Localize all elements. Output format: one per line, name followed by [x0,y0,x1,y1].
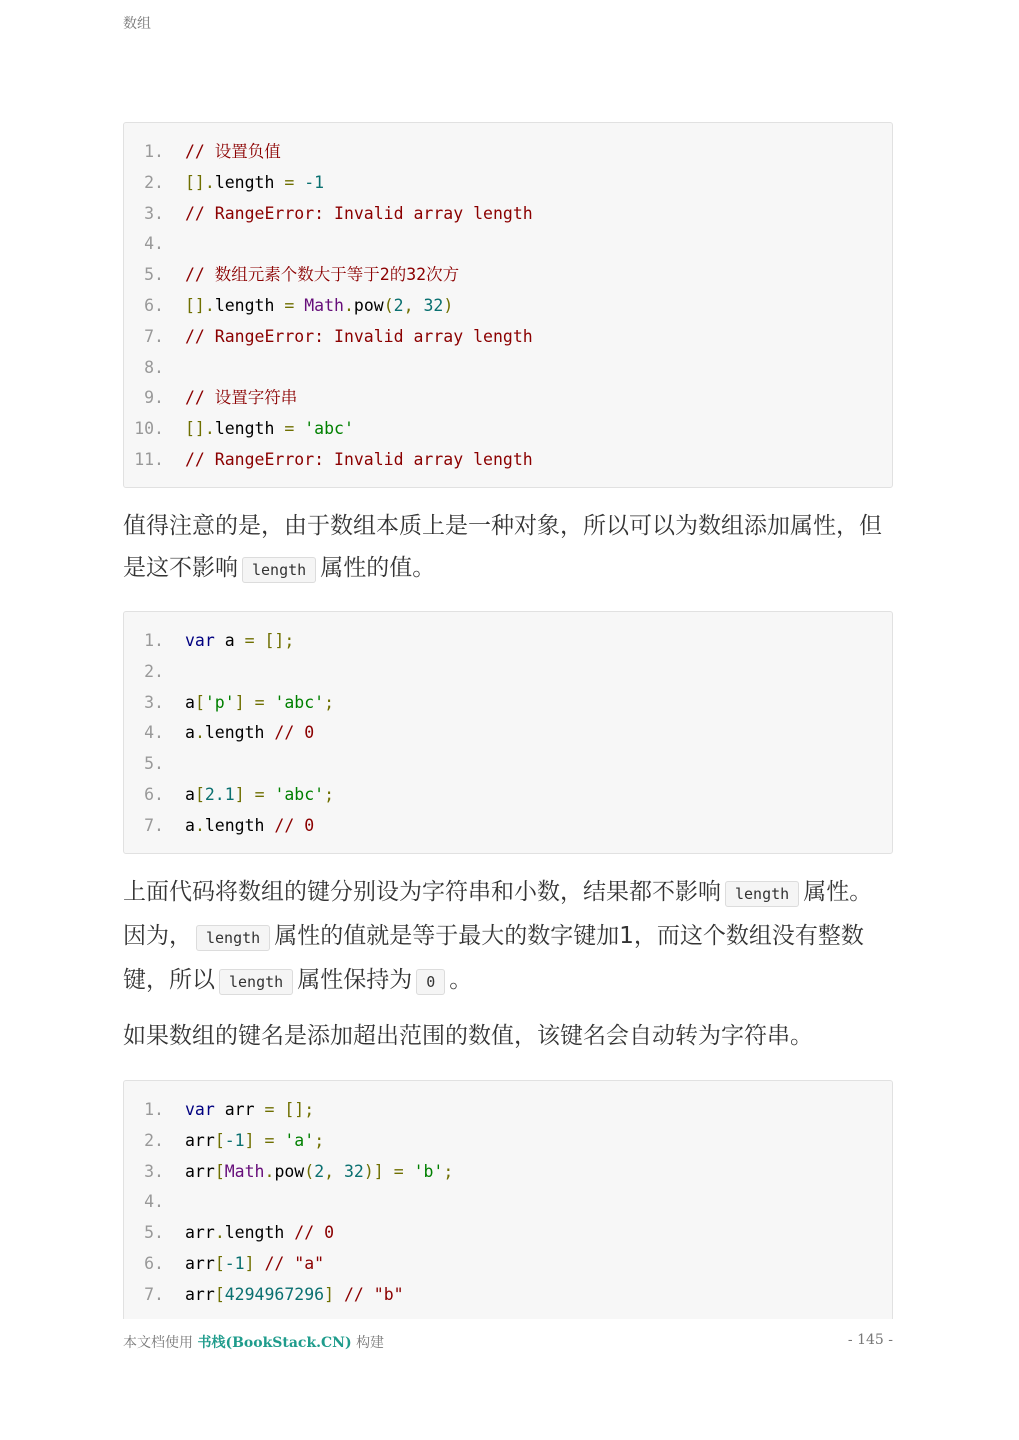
code-block [123,611,893,854]
inline-code: length [196,925,270,951]
code-block [123,122,893,488]
code-line: 2. [].length = -1 [144,172,325,192]
inline-code: length [725,881,799,907]
code-line: 3. // RangeError: Invalid array length [144,203,533,223]
code-block [123,1080,893,1319]
code-line: 1. var a = []; [144,631,295,650]
code-line: 6. [].length = Math.pow(2, 32) [144,295,454,315]
code-line: 3. arr[Math.pow(2, 32)] = 'b'; [144,1161,454,1181]
footer: 本文档使用 书栈(BookStack.CN) 构建 [123,1335,385,1351]
code-line: 8. [144,357,164,377]
section-title: 数组 [123,16,151,32]
code-line: 3. a['p'] = 'abc'; [144,692,335,712]
code-line: 6. a[2.1] = 'abc'; [144,784,335,804]
code-line: 4. [144,1192,164,1212]
inline-code: length [219,969,293,995]
code-line: 10. [].length = 'abc' [134,419,354,439]
code-line: 6. arr[-1] // "a" [144,1253,325,1273]
code-line: 1. // 设置负值 [144,142,281,161]
code-line: 5. arr.length // 0 [144,1223,335,1243]
code-line: 1. var arr = []; [144,1100,315,1119]
code-line: 9. // 设置字符串 [144,388,298,408]
code-line: 4. a.length // 0 [144,723,315,743]
page-number: - 145 - [847,1332,893,1348]
brand-link[interactable]: 书栈(BookStack.CN) [197,1335,352,1351]
code-line: 5. // 数组元素个数大于等于2的32次方 [144,265,460,285]
code-line: 5. [144,754,164,774]
code-line: 7. a.length // 0 [144,815,315,835]
code-line: 7. arr[4294967296] // "b" [144,1284,404,1304]
code-line: 2. arr[-1] = 'a'; [144,1130,325,1150]
inline-code: length [242,557,316,583]
code-line: 4. [144,234,164,254]
code-line: 11. // RangeError: Invalid array length [134,449,533,469]
code-line: 2. [144,661,164,681]
paragraph: 如果数组的键名是添加超出范围的数值，该键名会自动转为字符串。 [123,1023,813,1049]
paragraph: 值得注意的是，由于数组本质上是一种对象，所以可以为数组添加属性，但是这不影响 length 属性的值。 [123,513,882,581]
paragraph: 上面代码将数组的键分别设为字符串和小数，结果都不影响 length 属性。因为， length 属性的值就是等于最大的数字键加1，而这个数组没有整数键，所以 length 属性保持为 0 。 [123,879,873,993]
inline-code: 0 [416,969,445,995]
code-line: 7. // RangeError: Invalid array length [144,326,533,346]
